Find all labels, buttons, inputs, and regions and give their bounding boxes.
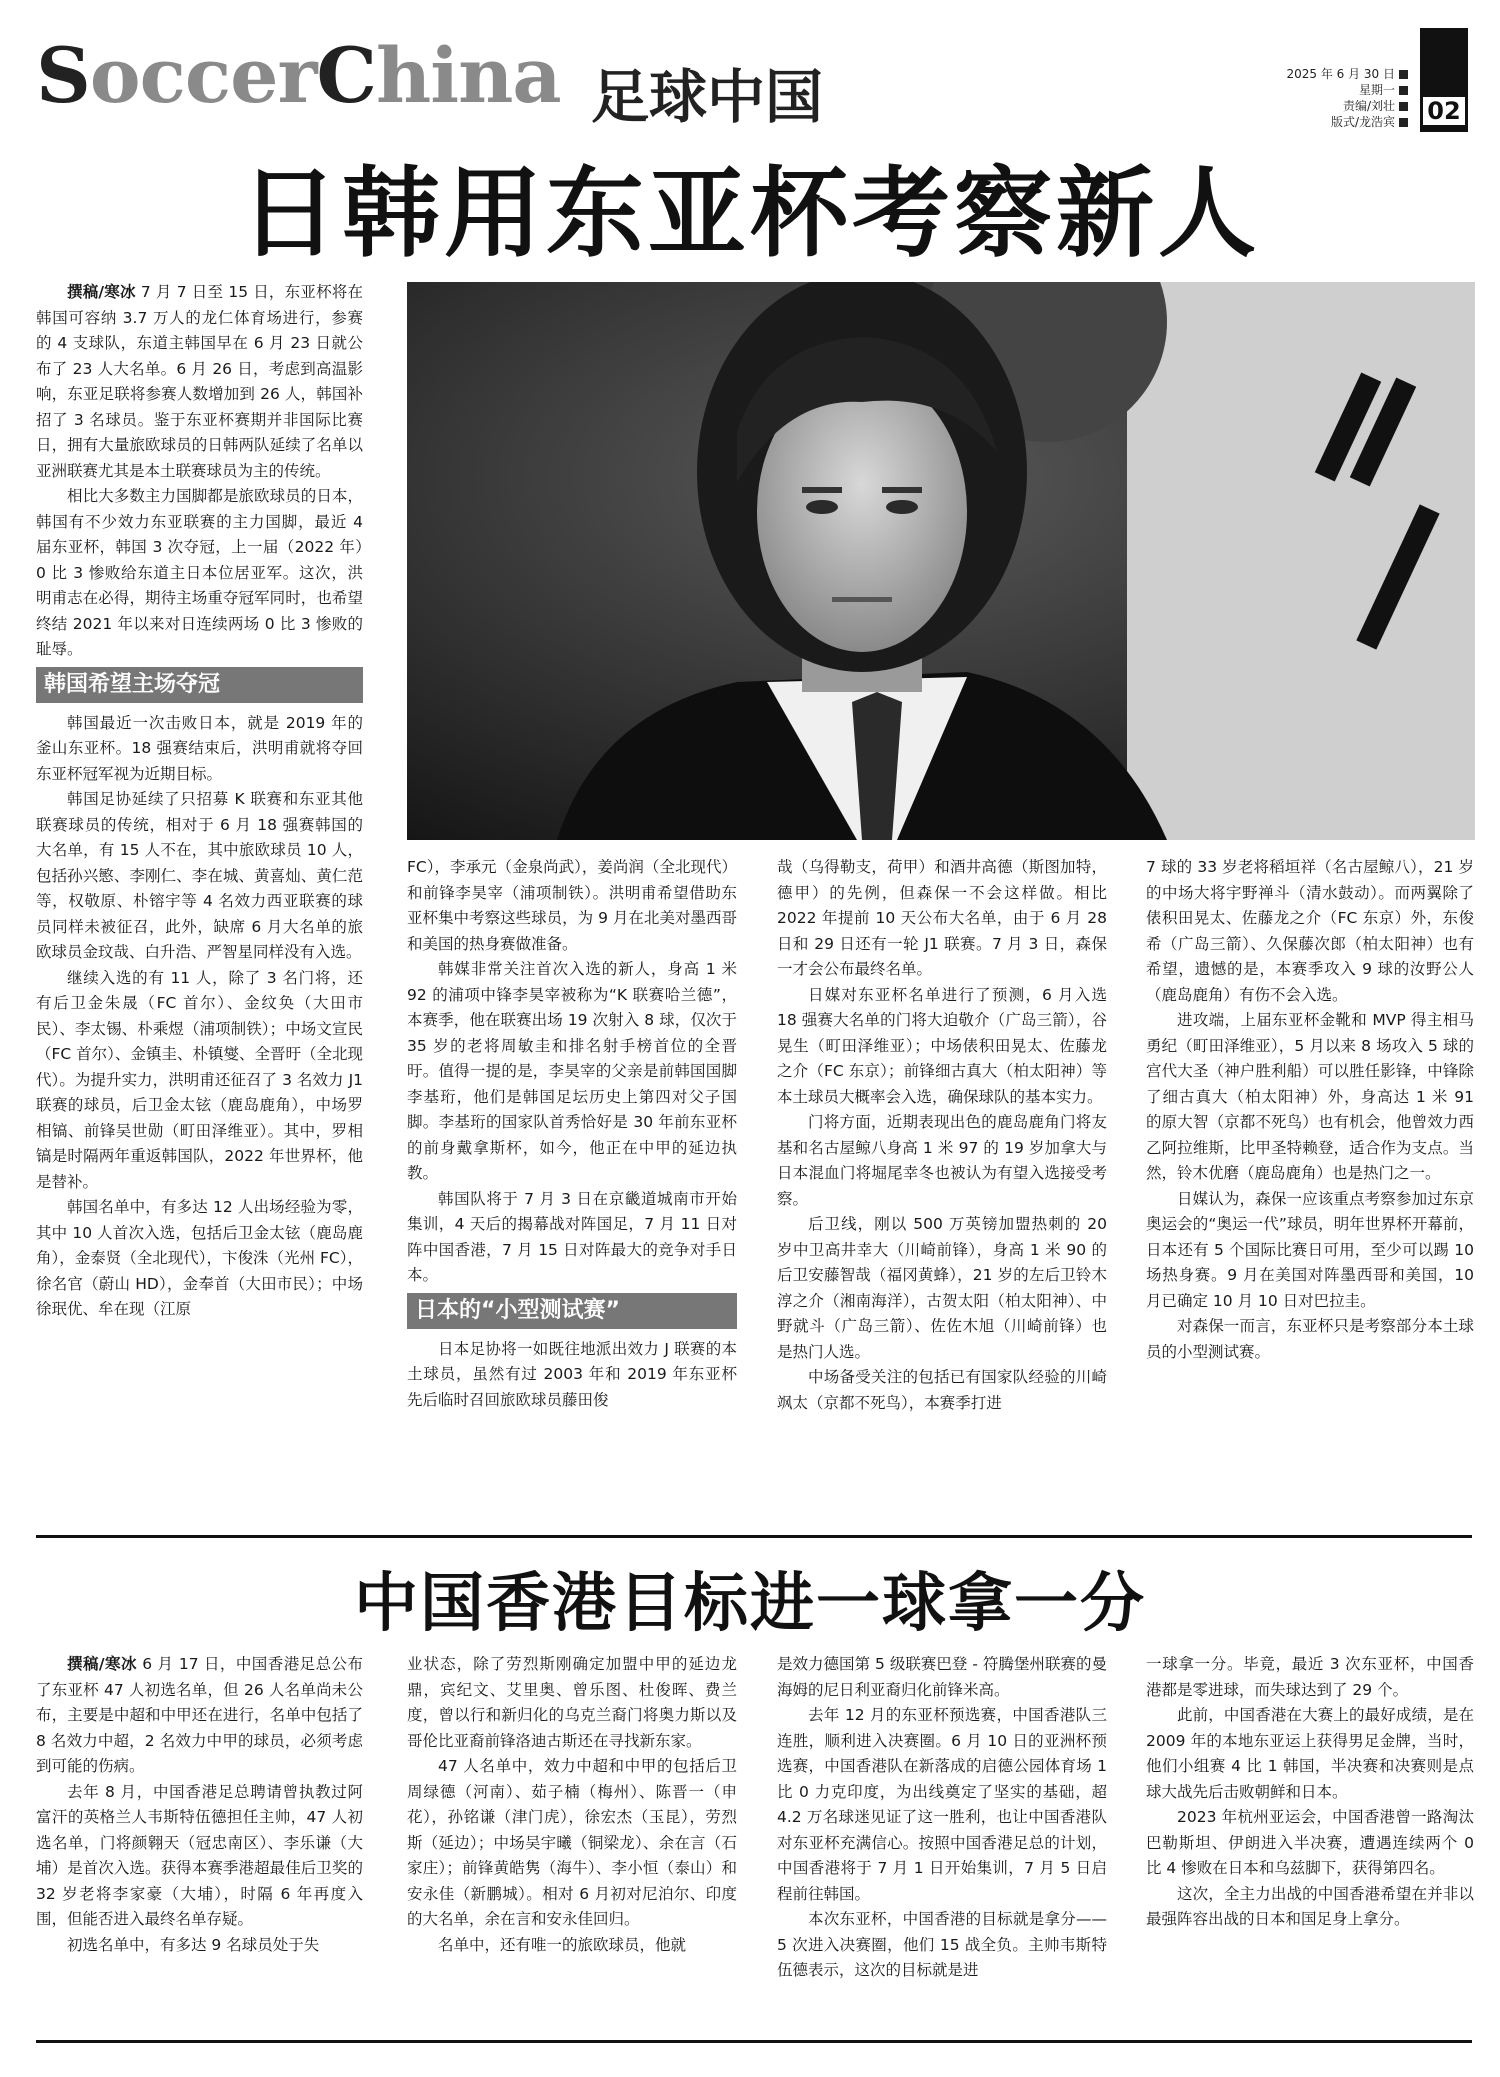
paragraph: 这次，全主力出战的中国香港希望在并非以最强阵容出战的日本和国足身上拿分。 — [1146, 1884, 1474, 1928]
article2-column-2 — [407, 1652, 737, 1958]
issue-date: 2025 年 6 月 30 日 — [1286, 67, 1395, 81]
paragraph: 日媒对东亚杯名单进行了预测，6 月入选 18 强赛大名单的门将大迫敬介（广岛三箭），谷晃生（町田泽维亚）；中场俵积田晃太、佐藤龙之介（FC 东京）；前锋细古真大（柏太阳神）等本土球员大概率会入选，确保球队的基本实力。 — [777, 985, 1107, 1106]
coach-portrait-image — [407, 282, 1475, 840]
paragraph: 哉（乌得勒支，荷甲）和酒井高德（斯图加特，德甲）的先例，但森保一不会这样做。相比 2022 年提前 10 天公布大名单，由于 6 月 28 日和 29 日还有一轮 J1 联赛。7 月 3 日，森保一才会公布最终名单。 — [777, 858, 1107, 978]
paragraph: 韩媒非常关注首次入选的新人，身高 1 米 92 的浦项中锋李昊宰被称为“K 联赛哈兰德”，本赛季，他在联赛出场 19 次射入 8 球，仅次于 35 岁的老将周敏圭和排名射手榜首位的全晋旴。值得一提的是，李昊宰的父亲是前韩国国脚李基珩，他们是韩国足坛历史上第四对父子国脚。李基珩的国家队首秀恰好是 30 年前东亚杯的前身戴拿斯杯，如今，他正在中甲的延边执教。 — [407, 960, 737, 1182]
paragraph: 中场备受关注的包括已有国家队经验的川崎飒太（京都不死鸟），本赛季打进 — [777, 1368, 1107, 1412]
section-heading: 日本的“小型测试赛” — [407, 1293, 737, 1329]
section-heading: 韩国希望主场夺冠 — [36, 667, 363, 703]
paragraph: 2023 年杭州亚运会，中国香港曾一路淘汰巴勒斯坦、伊朗进入半决赛，遭遇连续两个 0 比 4 惨败在日本和乌兹脚下，获得第四名。 — [1146, 1808, 1474, 1877]
paragraph: 韩国名单中，有多达 12 人出场经验为零，其中 10 人首次入选，包括后卫金太铉（鹿岛鹿角），金泰贤（全北现代），卞俊洙（光州 FC），徐名官（蔚山 HD），金奉首（大田市民）；中场徐珉优、牟在现（江原 — [36, 1198, 363, 1318]
brand-chinese: 足球中国 — [591, 63, 824, 131]
brand-letters: occer — [89, 31, 317, 120]
masthead — [36, 28, 1468, 131]
article2-column-3 — [777, 1652, 1107, 1984]
paragraph: 相比大多数主力国脚都是旅欧球员的日本，韩国有不少效力东亚联赛的主力国脚，最近 4 届东亚杯，韩国 3 次夺冠，上一届（2022 年）0 比 3 惨败给东道主日本位居亚军。这次，洪明甫志在必得，期待主场重夺冠军同时，也希望终结 2021 年以来对日连续两场 0 比 3 惨败的耻辱。 — [36, 487, 363, 658]
paragraph: 进攻端，上届东亚杯金靴和 MVP 得主相马勇纪（町田泽维亚），5 月以来 8 场攻入 5 球的宫代大圣（神户胜利船）可以胜任影锋，中锋除了细古真大（柏太阳神）外，身高达 1 米 91 的原大智（京都不死鸟）也有机会，他曾效力西乙阿拉维斯，比甲圣特赖登，适合作为支点。当然，铃木优磨（鹿岛鹿角）也是热门之一。 — [1146, 1011, 1474, 1182]
paragraph: 业状态，除了劳烈斯刚确定加盟中甲的延边龙鼎，宾纪文、艾里奥、曾乐图、杜俊晖、费兰度，曾以行和新归化的乌克兰裔门将奥力斯以及哥伦比亚裔前锋洛迪古斯还在寻找新东家。 — [407, 1655, 737, 1750]
paragraph: 韩国队将于 7 月 3 日在京畿道城南市开始集训，4 天后的揭幕战对阵国足，7 月 11 日对阵中国香港，7 月 15 日对阵最大的竞争对手日本。 — [407, 1189, 737, 1284]
brand-logo — [36, 31, 561, 120]
article2-column-4 — [1146, 1652, 1474, 1933]
paragraph: 是效力德国第 5 级联赛巴登 - 符腾堡州联赛的曼海姆的尼日利亚裔归化前锋米高。 — [777, 1655, 1107, 1699]
bottom-divider — [36, 2040, 1472, 2043]
page-number: 02 — [1420, 94, 1468, 128]
paragraph: 名单中，还有唯一的旅欧球员，他就 — [438, 1935, 687, 1954]
paragraph: 去年 8 月，中国香港足总聘请曾执教过阿富汗的英格兰人韦斯特伍德担任主帅，47 人初选名单，门将颜翱天（冠忠南区）、李乐谦（大埔）是首次入选。获得本赛季港超最佳后卫奖的 32 岁老将李家豪（大埔），时隔 6 年再度入围，但能否进入最终名单存疑。 — [36, 1782, 363, 1928]
issue-layout: 版式/龙浩宾 — [1330, 115, 1395, 129]
coach-photo — [407, 282, 1475, 840]
paragraph: 47 人名单中，效力中超和中甲的包括后卫周绿德（河南）、茹子楠（梅州）、陈晋一（申花），孙铭谦（津门虎），徐宏杰（玉昆），劳烈斯（延边）；中场吴宇曦（铜梁龙）、余在言（石家庄）；前锋黄皓隽（海牛）、李小恒（泰山）和安永佳（新鹏城）。相对 6 月初对尼泊尔、印度的大名单，余在言和安永佳回归。 — [407, 1757, 737, 1928]
article2-headline: 中国香港目标进一球拿一分 — [354, 1567, 1146, 1641]
section-divider — [36, 1535, 1472, 1538]
paragraph: FC），李承元（金泉尚武），姜尚润（全北现代）和前锋李昊宰（浦项制铁）。洪明甫希望借助东亚杯集中考察这些球员，为 9 月在北美对墨西哥和美国的热身赛做准备。 — [407, 858, 737, 953]
paragraph: 韩国最近一次击败日本，就是 2019 年的釜山东亚杯。18 强赛结束后，洪明甫就将夺回东亚杯冠军视为近期目标。 — [36, 713, 363, 783]
paragraph: 此前，中国香港在大赛上的最好成绩，是在 2009 年的本地东亚运上获得男足金牌，当时，他们小组赛 4 比 1 韩国，半决赛和决赛则是点球大战先后击败朝鲜和日本。 — [1146, 1706, 1474, 1801]
paragraph: 继续入选的有 11 人，除了 3 名门将，还有后卫金朱晟（FC 首尔）、金纹奂（大田市民）、李太锡、朴乘煜（浦项制铁）；中场文宣民（FC 首尔）、金镇圭、朴镇燮、全晋旴（全北现代）。为提升实力，洪明甫还征召了 3 名效力 J1 联赛的球员，后卫金太铉（鹿岛鹿角），中场罗相镐、前锋吴世勋（町田泽维亚）。其中，罗相镐是时隔两年重返韩国队，2022 年世界杯，他是替补。 — [36, 968, 363, 1191]
paragraph: 一球拿一分。毕竟，最近 3 次东亚杯，中国香港都是零进球，而失球达到了 29 个。 — [1146, 1655, 1474, 1699]
paragraph: 7 球的 33 岁老将稻垣祥（名古屋鲸八），21 岁的中场大将宇野禅斗（清水鼓动）。而两翼除了俵积田晃太、佐藤龙之介（FC 东京）外，东俊希（广岛三箭）、久保藤次郎（柏太阳神）也有希望，遗憾的是，本赛季攻入 9 球的汝野公人（鹿岛鹿角）有伤不会入选。 — [1146, 858, 1474, 1004]
article1-byline: 撰稿/寒冰 — [67, 283, 136, 301]
paragraph: 初选名单中，有多达 9 名球员处于失 — [67, 1935, 320, 1954]
article1-column-3 — [777, 855, 1107, 1416]
paragraph: 日媒认为，森保一应该重点考察参加过东京奥运会的“奥运一代”球员，明年世界杯开幕前，日本还有 5 个国际比赛日可用，至少可以踢 10 场热身赛。9 月在美国对阵墨西哥和美国，10 月已确定 10 月 10 日对巴拉圭。 — [1146, 1189, 1474, 1310]
paragraph: 6 月 17 日，中国香港足总公布了东亚杯 47 人初选名单，但 26 人名单尚未公布，主要是中超和中甲还在进行，名单中包括了 8 名效力中超，2 名效力中甲的球员，必须考虑到可能的伤病。 — [36, 1655, 363, 1775]
page-number-block — [1420, 28, 1468, 132]
issue-editor: 责编/刘壮 — [1342, 99, 1395, 113]
meta-square-icon — [1399, 86, 1408, 95]
paragraph: 去年 12 月的东亚杯预选赛，中国香港队三连胜，顺利进入决赛圈。6 月 10 日的亚洲杯预选赛，中国香港队在新落成的启德公园体育场 1 比 0 力克印度，为出线奠定了坚实的基础，超 4.2 万名球迷见证了这一胜利，也让中国香港队对东亚杯充满信心。按照中国香港足总的计划，中国香港将于 7 月 1 日开始集训，7 月 5 日启程前往韩国。 — [777, 1706, 1107, 1903]
paragraph: 本次东亚杯，中国香港的目标就是拿分——5 次进入决赛圈，他们 15 战全负。主帅韦斯特伍德表示，这次的目标就是进 — [777, 1910, 1107, 1979]
meta-square-icon — [1399, 102, 1408, 111]
article1-column-1 — [36, 280, 363, 1323]
issue-meta — [1286, 66, 1408, 130]
paragraph: 韩国足协延续了只招募 K 联赛和东亚其他联赛球员的传统，相对于 6 月 18 强赛韩国的大名单，有 15 人不在，其中旅欧球员 10 人，包括孙兴慜、李刚仁、李在城、黄喜灿、黄仁范等，权敬原、朴镕宇等 4 名效力西亚联赛的球员同样未被征召，此外，缺席 6 月大名单的旅欧球员金玟哉、白升浩、严智星同样没有入选。 — [36, 790, 363, 961]
brand-letter: S — [36, 31, 90, 120]
meta-square-icon — [1399, 70, 1408, 79]
article1-headline: 日韩用东亚杯考察新人 — [239, 156, 1260, 271]
paragraph: 对森保一而言，东亚杯只是考察部分本土球员的小型测试赛。 — [1146, 1317, 1474, 1361]
paragraph: 后卫线，刚以 500 万英镑加盟热刺的 20 岁中卫高井幸大（川崎前锋），身高 1 米 90 的后卫安藤智哉（福冈黄蜂），21 岁的左后卫铃木淳之介（湘南海洋），古贺太阳（柏太阳神）、中野就斗（广岛三箭）、佐佐木旭（川崎前锋）也是热门人选。 — [777, 1215, 1107, 1361]
article1-column-2 — [407, 855, 737, 1413]
paragraph: 门将方面，近期表现出色的鹿岛鹿角门将友基和名古屋鲸八身高 1 米 97 的 19 岁加拿大与日本混血门将堀尾幸冬也被认为有望入选接受考察。 — [777, 1113, 1107, 1208]
article1-column-4 — [1146, 855, 1474, 1365]
brand-letter: C — [316, 31, 377, 120]
brand-letters: hina — [376, 31, 561, 120]
article2-byline: 撰稿/寒冰 — [67, 1655, 137, 1673]
meta-square-icon — [1399, 118, 1408, 127]
issue-weekday: 星期一 — [1358, 83, 1395, 97]
paragraph: 日本足协将一如既往地派出效力 J 联赛的本土球员，虽然有过 2003 年和 2019 年东亚杯先后临时召回旅欧球员藤田俊 — [407, 1339, 737, 1409]
paragraph: 7 月 7 日至 15 日，东亚杯将在韩国可容纳 3.7 万人的龙仁体育场进行，参赛的 4 支球队，东道主韩国早在 6 月 23 日就公布了 23 人大名单。6 月 26 日，考虑到高温影响，东亚足联将参赛人数增加到 26 人，韩国补招了 3 名球员。鉴于东亚杯赛期并非国际比赛日，拥有大量旅欧球员的日韩两队延续了名单以亚洲联赛尤其是本土联赛球员为主的传统。 — [36, 283, 363, 480]
article2-column-1 — [36, 1652, 363, 1958]
